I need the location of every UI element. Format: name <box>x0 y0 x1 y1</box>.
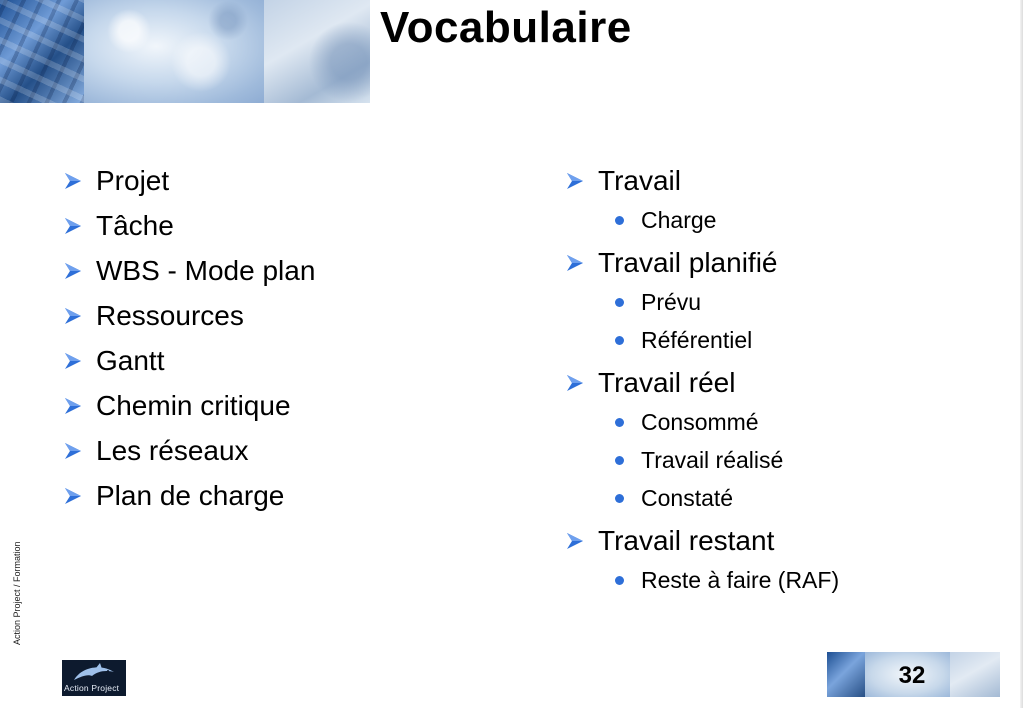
arrow-bullet-icon <box>62 171 84 191</box>
list-item-label: Les réseaux <box>96 435 249 466</box>
dot-bullet-icon <box>615 494 624 503</box>
list-item-label: Chemin critique <box>96 390 291 421</box>
list-item-label: Travail planifié <box>598 247 778 278</box>
sub-list-item <box>564 484 839 522</box>
header-image-strip <box>0 0 370 103</box>
logo-text: Action Project <box>64 683 120 693</box>
dot-bullet-icon <box>615 336 624 345</box>
clock-image <box>264 0 370 103</box>
arrow-bullet-icon <box>564 171 586 191</box>
dot-bullet-icon <box>615 216 624 225</box>
arrow-bullet-icon <box>62 216 84 236</box>
list-item-label: Gantt <box>96 345 165 376</box>
list-item <box>564 246 839 288</box>
list-item-label: Travail restant <box>598 525 775 556</box>
list-item <box>62 254 315 299</box>
keyboard-image <box>0 0 84 103</box>
clock-image <box>950 652 1000 697</box>
sub-list-item-label: Reste à faire (RAF) <box>641 567 840 593</box>
list-item <box>62 344 315 389</box>
list-item-label: Plan de charge <box>96 480 285 511</box>
sub-list-item <box>564 408 839 446</box>
sub-list-item-label: Référentiel <box>641 327 753 353</box>
dot-bullet-icon <box>615 298 624 307</box>
list-item-label: Tâche <box>96 210 174 241</box>
arrow-bullet-icon <box>62 351 84 371</box>
list-item <box>564 164 839 206</box>
arrow-bullet-icon <box>62 306 84 326</box>
slide-title: Vocabulaire <box>380 3 632 52</box>
dot-bullet-icon <box>615 576 624 585</box>
list-item-label: Ressources <box>96 300 244 331</box>
right-bullet-list <box>564 164 839 604</box>
side-caption: Action Project / Formation <box>12 541 22 645</box>
list-item <box>62 299 315 344</box>
dot-bullet-icon <box>615 418 624 427</box>
arrow-bullet-icon <box>564 253 586 273</box>
arrow-bullet-icon <box>564 373 586 393</box>
keyboard-image <box>827 652 865 697</box>
list-item <box>62 209 315 254</box>
dot-bullet-icon <box>615 456 624 465</box>
sub-list-item-label: Consommé <box>641 409 759 435</box>
clouds-image <box>84 0 264 103</box>
arrow-bullet-icon <box>62 441 84 461</box>
sub-list-item <box>564 288 839 326</box>
list-item-label: Travail <box>598 165 681 196</box>
company-logo <box>62 660 126 696</box>
arrow-bullet-icon <box>62 261 84 281</box>
list-item-label: Travail réel <box>598 367 736 398</box>
sub-list-item-label: Constaté <box>641 485 734 511</box>
sub-list-item-label: Travail réalisé <box>641 447 784 473</box>
sub-list-item <box>564 206 839 244</box>
list-item-label: WBS - Mode plan <box>96 255 316 286</box>
page-number: 32 <box>898 662 926 689</box>
list-item <box>62 389 315 434</box>
list-item <box>564 366 839 408</box>
list-item <box>564 524 839 566</box>
list-item <box>62 479 315 524</box>
list-item <box>62 434 315 479</box>
arrow-bullet-icon <box>564 531 586 551</box>
sub-list-item <box>564 566 839 604</box>
sub-list-item-label: Charge <box>641 207 717 233</box>
list-item-label: Projet <box>96 165 170 196</box>
list-item <box>62 164 315 209</box>
sub-list-item <box>564 446 839 484</box>
sub-list-item <box>564 326 839 364</box>
arrow-bullet-icon <box>62 486 84 506</box>
arrow-bullet-icon <box>62 396 84 416</box>
sub-list-item-label: Prévu <box>641 289 702 315</box>
left-bullet-list <box>62 164 315 524</box>
